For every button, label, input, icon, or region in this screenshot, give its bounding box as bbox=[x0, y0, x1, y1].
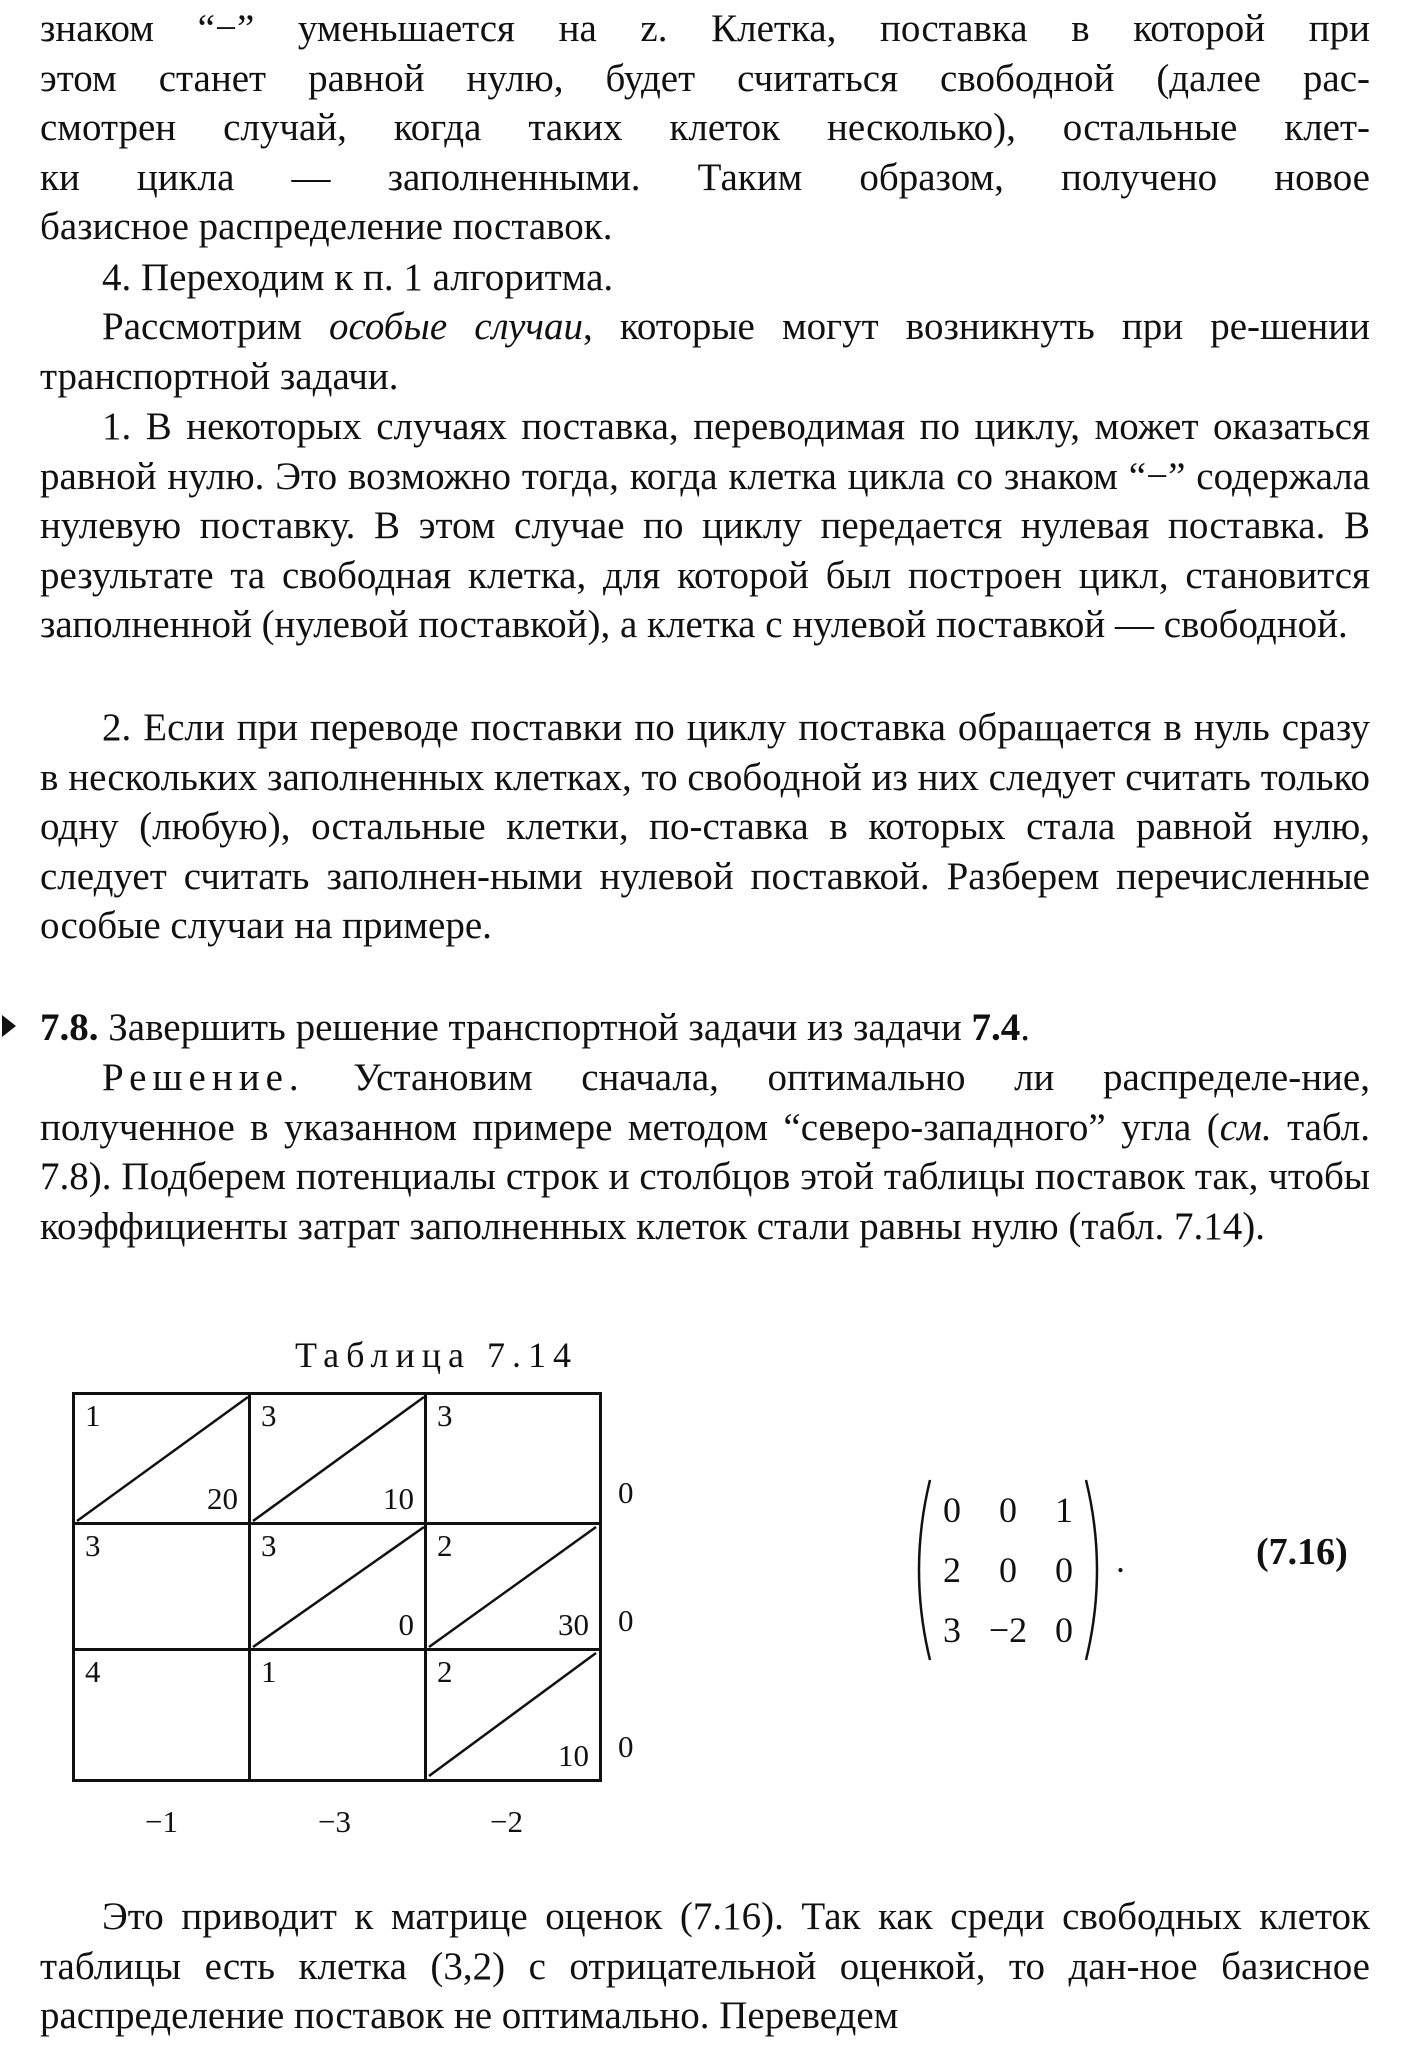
text-line: этом станет равной нулю, будет считаться свободной (далее рас- bbox=[40, 56, 1370, 100]
supply-table bbox=[72, 1392, 602, 1782]
column-potential: −3 bbox=[318, 1804, 351, 1839]
matrix-cell: 0 bbox=[943, 1490, 961, 1530]
solution-post: табл. 7.8). Подберем потенциалы строк и столбцов этой таблицы поставок так, чтобы коэффициенты затрат заполненных клеток стали равны нулю (табл. 7.14). bbox=[40, 1105, 1370, 1248]
matrix-cell: 0 bbox=[999, 1550, 1017, 1590]
problem-7-8 bbox=[40, 1003, 1370, 1053]
bottom-text: Это приводит к матрице оценок (7.16). Так как среди свободных клеток таблицы есть клетка (3,2) с отрицательной оценкой, то дан-ное базисное распределение поставок не оптимально. Переведем bbox=[40, 1895, 1370, 2037]
problem-reference: 7.4 bbox=[971, 1006, 1021, 1049]
cell-cost: 3 bbox=[437, 1398, 453, 1433]
table-cell bbox=[75, 1651, 251, 1779]
column-potential: −1 bbox=[145, 1804, 178, 1839]
text-line: ки цикла — заполненными. Таким образом, получено новое bbox=[40, 155, 1370, 199]
table-cell bbox=[427, 1525, 599, 1651]
cell-cost: 1 bbox=[261, 1654, 277, 1689]
matrix-cell: 2 bbox=[943, 1550, 961, 1590]
special-case-2 bbox=[40, 703, 1370, 951]
problem-text: Завершить решение транспортной задачи из задачи bbox=[98, 1006, 972, 1049]
table-cell bbox=[75, 1525, 251, 1651]
special-case-2-text: 2. Если при переводе поставки по циклу поставка обращается в нуль сразу в нескольких заполненных клетках, то свободной из них следует считать только одну (любую), остальные клетки, по-ставка в которых стала равной нулю, следует считать заполнен-ными нулевой поставкой. Разберем перечисленные особые случаи на примере. bbox=[40, 706, 1370, 947]
special-case-1-text: 1. В некоторых случаях поставка, переводимая по циклу, может оказаться равной нулю. Это возможно тогда, когда клетка цикла со знаком “−” содержала нулевую поставку. В этом случае по циклу передается нулевая поставка. В результате та свободная клетка, для которой был построен цикл, становится заполненной (нулевой поставкой), а клетка с нулевой поставкой — свободной. bbox=[40, 405, 1370, 646]
cell-supply: 0 bbox=[398, 1607, 414, 1642]
cell-cost: 3 bbox=[85, 1528, 101, 1563]
special-cases-post: , которые могут возникнуть при ре-шении транспортной задачи. bbox=[40, 305, 1370, 398]
solution-emphasis: см. bbox=[1219, 1105, 1272, 1149]
matrix-cell: 1 bbox=[1055, 1490, 1073, 1530]
column-potential: −2 bbox=[490, 1804, 523, 1839]
special-case-1 bbox=[40, 402, 1370, 650]
cell-cost: 2 bbox=[437, 1528, 453, 1563]
row-potential: 0 bbox=[618, 1603, 634, 1638]
text-line: смотрен случай, когда таких клеток несколько), остальные клет- bbox=[40, 106, 1370, 149]
problem-statement bbox=[40, 1003, 1370, 1053]
table-caption: Таблица 7.14 bbox=[295, 1335, 578, 1375]
table-cell bbox=[427, 1651, 599, 1779]
cell-cost: 2 bbox=[437, 1654, 453, 1689]
cell-supply: 10 bbox=[383, 1481, 414, 1516]
cell-supply: 30 bbox=[558, 1607, 589, 1642]
special-cases-paragraph bbox=[40, 302, 1370, 401]
equation-number: (7.16) bbox=[1256, 1531, 1348, 1573]
matrix-cell: −2 bbox=[988, 1610, 1028, 1650]
cell-supply: 10 bbox=[558, 1738, 589, 1773]
solution-paragraph bbox=[40, 1053, 1370, 1251]
special-cases-intro bbox=[40, 302, 1370, 401]
text-line: базисное распределение поставок. bbox=[40, 205, 613, 248]
problem-marker-icon bbox=[2, 1015, 16, 1037]
bottom-paragraph bbox=[40, 1892, 1370, 2041]
matrix-cell: 3 bbox=[943, 1610, 961, 1650]
text-line: знаком “−” уменьшается на z. Клетка, поставка в которой при bbox=[40, 7, 1370, 50]
paragraph-continuation bbox=[40, 4, 1370, 252]
matrix-cell: 0 bbox=[1055, 1610, 1073, 1650]
estimate-matrix bbox=[908, 1470, 1108, 1670]
cell-supply: 20 bbox=[207, 1481, 238, 1516]
step-4-text: 4. Переходим к п. 1 алгоритма. bbox=[102, 256, 614, 299]
algorithm-step-4 bbox=[40, 253, 1370, 303]
row-potential: 0 bbox=[618, 1729, 634, 1764]
matrix-cell: 0 bbox=[1055, 1550, 1073, 1590]
cell-cost: 4 bbox=[85, 1654, 101, 1689]
table-cell bbox=[251, 1651, 427, 1779]
table-cell bbox=[75, 1395, 251, 1525]
solution bbox=[40, 1053, 1370, 1251]
special-cases-pre: Рассмотрим bbox=[102, 305, 329, 348]
table-cell bbox=[251, 1395, 427, 1525]
special-cases-emphasis: особые случаи bbox=[328, 305, 583, 348]
row-potential: 0 bbox=[618, 1475, 634, 1510]
matrix-period: . bbox=[1116, 1540, 1125, 1580]
table-cell bbox=[427, 1395, 599, 1525]
matrix-cell: 0 bbox=[999, 1490, 1017, 1530]
table-cell bbox=[251, 1525, 427, 1651]
cell-cost: 3 bbox=[261, 1528, 277, 1563]
cell-cost: 1 bbox=[85, 1398, 101, 1433]
cell-cost: 3 bbox=[261, 1398, 277, 1433]
problem-end: . bbox=[1020, 1006, 1031, 1049]
solution-label: Решение. bbox=[102, 1056, 305, 1099]
problem-number: 7.8. bbox=[40, 1006, 99, 1049]
solution-pre: Установим сначала, оптимально ли распределе-ние, полученное в указанном примере методом “северо-западного” угла ( bbox=[40, 1056, 1370, 1149]
